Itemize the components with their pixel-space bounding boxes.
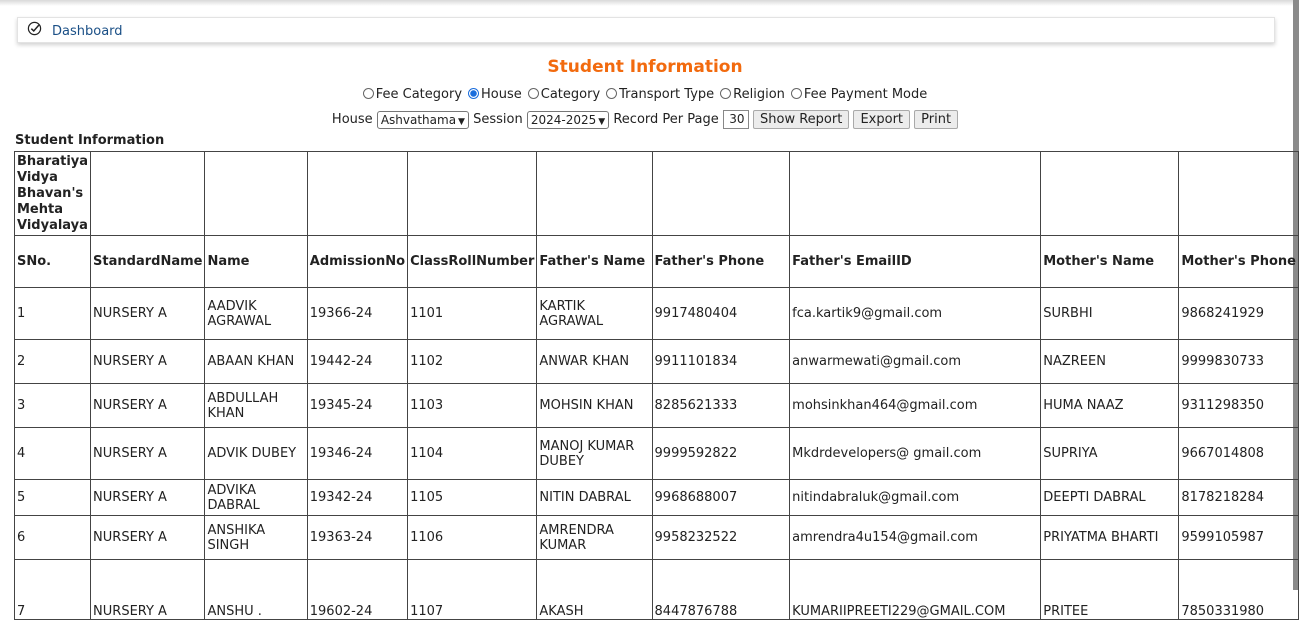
table-cell: ANSHIKA SINGH xyxy=(205,516,307,560)
page-title: Student Information xyxy=(547,57,743,77)
table-cell: 1107 xyxy=(408,560,537,620)
table-cell: AKASH xyxy=(537,560,652,620)
print-button[interactable]: Print xyxy=(914,110,958,129)
radio-circle-icon[interactable] xyxy=(363,88,374,99)
table-cell: 5 xyxy=(15,480,91,516)
radio-circle-icon[interactable] xyxy=(528,88,539,99)
table-cell: 19442-24 xyxy=(307,340,407,384)
table-row xyxy=(15,516,1299,560)
report-option-label: Religion xyxy=(733,87,785,102)
table-cell: KUMARIIPREETI229@GMAIL.COM xyxy=(790,560,1041,620)
table-cell: NURSERY A xyxy=(91,516,205,560)
column-header: Father's Name xyxy=(537,236,652,288)
report-option-radio[interactable] xyxy=(528,87,600,102)
section-title: Student Information xyxy=(15,133,165,148)
house-select-value: Ashvathama xyxy=(380,112,457,127)
house-select[interactable] xyxy=(377,111,469,129)
table-cell: 9311298350 xyxy=(1179,384,1299,428)
table-cell: 9968688007 xyxy=(652,480,790,516)
table-cell: 1103 xyxy=(408,384,537,428)
table-cell: MOHSIN KHAN xyxy=(537,384,652,428)
table-cell: 4 xyxy=(15,428,91,480)
table-row xyxy=(15,340,1299,384)
table-cell: SURBHI xyxy=(1041,288,1179,340)
window-top-shade xyxy=(0,0,1299,6)
column-header: Mother's Name xyxy=(1041,236,1179,288)
table-cell: 7 xyxy=(15,560,91,620)
table-cell: 1101 xyxy=(408,288,537,340)
table-cell: DEEPTI DABRAL xyxy=(1041,480,1179,516)
table-cell: anwarmewati@gmail.com xyxy=(790,340,1041,384)
table-cell: ABDULLAH KHAN xyxy=(205,384,307,428)
records-label: Record Per Page xyxy=(613,112,719,127)
table-cell: 9599105987 xyxy=(1179,516,1299,560)
table-cell: SUPRIYA xyxy=(1041,428,1179,480)
column-header: Name xyxy=(205,236,307,288)
radio-circle-icon[interactable] xyxy=(791,88,802,99)
report-option-radio[interactable] xyxy=(791,87,927,102)
table-cell: ADVIKA DABRAL xyxy=(205,480,307,516)
table-cell: 1102 xyxy=(408,340,537,384)
student-table xyxy=(14,151,1299,620)
table-cell: PRIYATMA BHARTI xyxy=(1041,516,1179,560)
table-cell: 8178218284 xyxy=(1179,480,1299,516)
table-cell: 9911101834 xyxy=(652,340,790,384)
empty-header-cell xyxy=(205,152,307,236)
breadcrumb-bar xyxy=(17,17,1275,43)
report-option-radio[interactable] xyxy=(468,87,522,102)
table-cell: 19345-24 xyxy=(307,384,407,428)
table-cell: 9667014808 xyxy=(1179,428,1299,480)
empty-header-cell xyxy=(652,152,790,236)
radio-circle-icon[interactable] xyxy=(606,88,617,99)
table-cell: 1105 xyxy=(408,480,537,516)
radio-circle-icon[interactable] xyxy=(720,88,731,99)
report-option-label: Fee Payment Mode xyxy=(803,87,928,102)
table-cell: 1106 xyxy=(408,516,537,560)
check-circle-icon xyxy=(27,21,42,36)
table-cell: 7850331980 xyxy=(1179,560,1299,620)
empty-header-cell xyxy=(408,152,537,236)
empty-header-cell xyxy=(790,152,1041,236)
table-row xyxy=(15,428,1299,480)
table-cell: 9999592822 xyxy=(652,428,790,480)
table-cell: MANOJ KUMAR DUBEY xyxy=(537,428,652,480)
session-select[interactable] xyxy=(527,111,609,129)
table-cell: nitindabraluk@gmail.com xyxy=(790,480,1041,516)
table-cell: amrendra4u154@gmail.com xyxy=(790,516,1041,560)
table-cell: 3 xyxy=(15,384,91,428)
table-cell: 9917480404 xyxy=(652,288,790,340)
table-cell: NAZREEN xyxy=(1041,340,1179,384)
table-cell: 2 xyxy=(15,340,91,384)
empty-header-cell xyxy=(307,152,407,236)
column-header: SNo. xyxy=(15,236,91,288)
column-header-row xyxy=(15,236,1299,288)
table-cell: 19363-24 xyxy=(307,516,407,560)
school-name-cell: Bharatiya Vidya Bhavan's Mehta Vidyalaya xyxy=(15,152,91,236)
table-cell: AADVIK AGRAWAL xyxy=(205,288,307,340)
column-header: StandardName xyxy=(91,236,205,288)
column-header: Father's Phone xyxy=(652,236,790,288)
session-select-value: 2024-2025 xyxy=(530,112,597,127)
table-cell: NURSERY A xyxy=(91,384,205,428)
report-option-radio[interactable] xyxy=(720,87,785,102)
table-cell: 1 xyxy=(15,288,91,340)
table-cell: 8447876788 xyxy=(652,560,790,620)
dashboard-link[interactable]: Dashboard xyxy=(52,24,123,39)
house-label: House xyxy=(331,112,373,127)
chevron-down-icon: ▼ xyxy=(458,116,465,127)
table-cell: PRITEE xyxy=(1041,560,1179,620)
table-cell: NITIN DABRAL xyxy=(537,480,652,516)
table-cell: 9868241929 xyxy=(1179,288,1299,340)
table-cell: ANSHU . xyxy=(205,560,307,620)
table-cell: AMRENDRA KUMAR xyxy=(537,516,652,560)
report-option-label: Fee Category xyxy=(375,87,463,102)
school-header-row xyxy=(15,152,1299,236)
table-cell: NURSERY A xyxy=(91,480,205,516)
table-cell: mohsinkhan464@gmail.com xyxy=(790,384,1041,428)
table-cell: NURSERY A xyxy=(91,560,205,620)
empty-header-cell xyxy=(1041,152,1179,236)
report-option-label: Transport Type xyxy=(619,87,715,102)
table-cell: 19346-24 xyxy=(307,428,407,480)
report-type-radio-group xyxy=(0,87,1296,102)
radio-circle-icon[interactable] xyxy=(468,88,479,99)
table-cell: NURSERY A xyxy=(91,428,205,480)
table-cell: ANWAR KHAN xyxy=(537,340,652,384)
chevron-down-icon: ▼ xyxy=(598,116,606,127)
table-cell: 9958232522 xyxy=(652,516,790,560)
show-report-button[interactable]: Show Report xyxy=(753,110,849,129)
table-cell: 19342-24 xyxy=(307,480,407,516)
column-header: AdmissionNo xyxy=(307,236,407,288)
table-cell: 8285621333 xyxy=(652,384,790,428)
table-row xyxy=(15,480,1299,516)
report-option-label: Category xyxy=(540,87,601,102)
table-cell: 9999830733 xyxy=(1179,340,1299,384)
table-cell: Mkdrdevelopers@ gmail.com xyxy=(790,428,1041,480)
table-row xyxy=(15,288,1299,340)
table-cell: 1104 xyxy=(408,428,537,480)
column-header: ClassRollNumber xyxy=(408,236,537,288)
table-cell: NURSERY A xyxy=(91,340,205,384)
table-cell: ADVIK DUBEY xyxy=(205,428,307,480)
table-cell: 6 xyxy=(15,516,91,560)
session-label: Session xyxy=(473,112,523,127)
empty-header-cell xyxy=(1179,152,1299,236)
report-option-label: House xyxy=(481,87,522,102)
table-cell: fca.kartik9@gmail.com xyxy=(790,288,1041,340)
table-cell: HUMA NAAZ xyxy=(1041,384,1179,428)
records-per-page-input[interactable]: 30 xyxy=(723,110,749,129)
column-header: Mother's Phone xyxy=(1179,236,1299,288)
table-row xyxy=(15,384,1299,428)
table-cell: KARTIK AGRAWAL xyxy=(537,288,652,340)
table-cell: 19602-24 xyxy=(307,560,407,620)
filter-bar xyxy=(0,110,1290,129)
column-header: Father's EmailID xyxy=(790,236,1041,288)
empty-header-cell xyxy=(537,152,652,236)
table-cell: 19366-24 xyxy=(307,288,407,340)
table-cell: NURSERY A xyxy=(91,288,205,340)
table-cell: ABAAN KHAN xyxy=(205,340,307,384)
report-option-radio[interactable] xyxy=(363,87,462,102)
report-option-radio[interactable] xyxy=(606,87,714,102)
export-button[interactable]: Export xyxy=(853,110,910,129)
empty-header-cell xyxy=(91,152,205,236)
